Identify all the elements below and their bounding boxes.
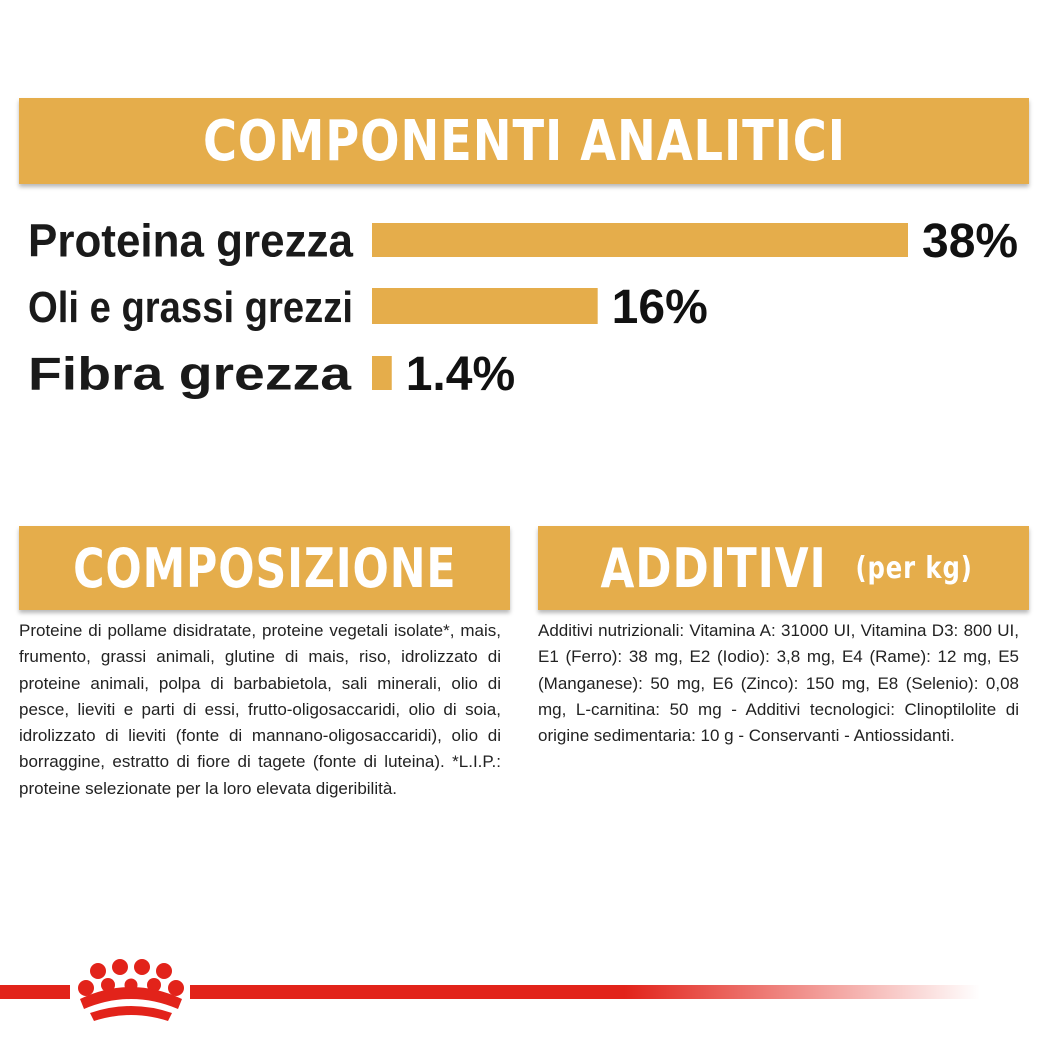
value-label: 38% [922, 215, 1019, 268]
bar [372, 223, 908, 257]
value-label: 1.4% [405, 348, 516, 400]
composition-text: Proteine di pollame disidratate, proteine vegetali isolate*, mais, frumento, grassi animali, glutine di mais, riso, idrolizzato di proteine animali, polpa di barbabietola, sali minerali, olio di pesce, lieviti e parti di essi, frutto-oligosaccaridi, olio di soia, idrolizzato di lieviti (fonte di mannano-oligosaccaridi), olio di borraggine, estratto di fiore di tagete (fonte di luteina). *L.I.P.: proteine selezionate per la loro elevata digeribilità. [19, 621, 501, 798]
composition-banner [19, 526, 510, 610]
category-label: Oli e grassi grezzi [28, 282, 353, 332]
composition-title: COMPOSIZIONE [72, 536, 457, 600]
footer-line-right [190, 985, 980, 999]
bar [372, 288, 598, 324]
value-label: 16% [611, 281, 708, 334]
category-label: Proteina grezza [28, 214, 354, 267]
bar [372, 356, 392, 390]
analytic-components-banner [19, 98, 1029, 184]
analytic-components-chart [0, 200, 1049, 400]
analytic-components-title: COMPONENTI ANALITICI [202, 108, 846, 174]
royal-crown-logo [78, 959, 184, 1021]
category-label: Fibra grezza [28, 347, 352, 400]
footer-line-left [0, 985, 70, 999]
additives-title: ADDITIVI [600, 536, 827, 600]
footer-brand-strip [0, 955, 1049, 1035]
additives-banner [538, 526, 1029, 610]
additives-subtitle: (per kg) [855, 550, 973, 586]
additives-text: Additivi nutrizionali: Vitamina A: 31000 UI, Vitamina D3: 800 UI, E1 (Ferro): 38 mg, E2 (Iodio): 3,8 mg, E4 (Rame): 12 mg, E5 (Manganese): 50 mg, E6 (Zinco): 150 mg, E8 (Selenio): 0,08 mg, L-carnitina: 50 mg - Additivi tecnologici: Clinoptilolite di origine sedimentaria: 10 g - Conservanti - Antiossidanti. [538, 621, 1019, 746]
